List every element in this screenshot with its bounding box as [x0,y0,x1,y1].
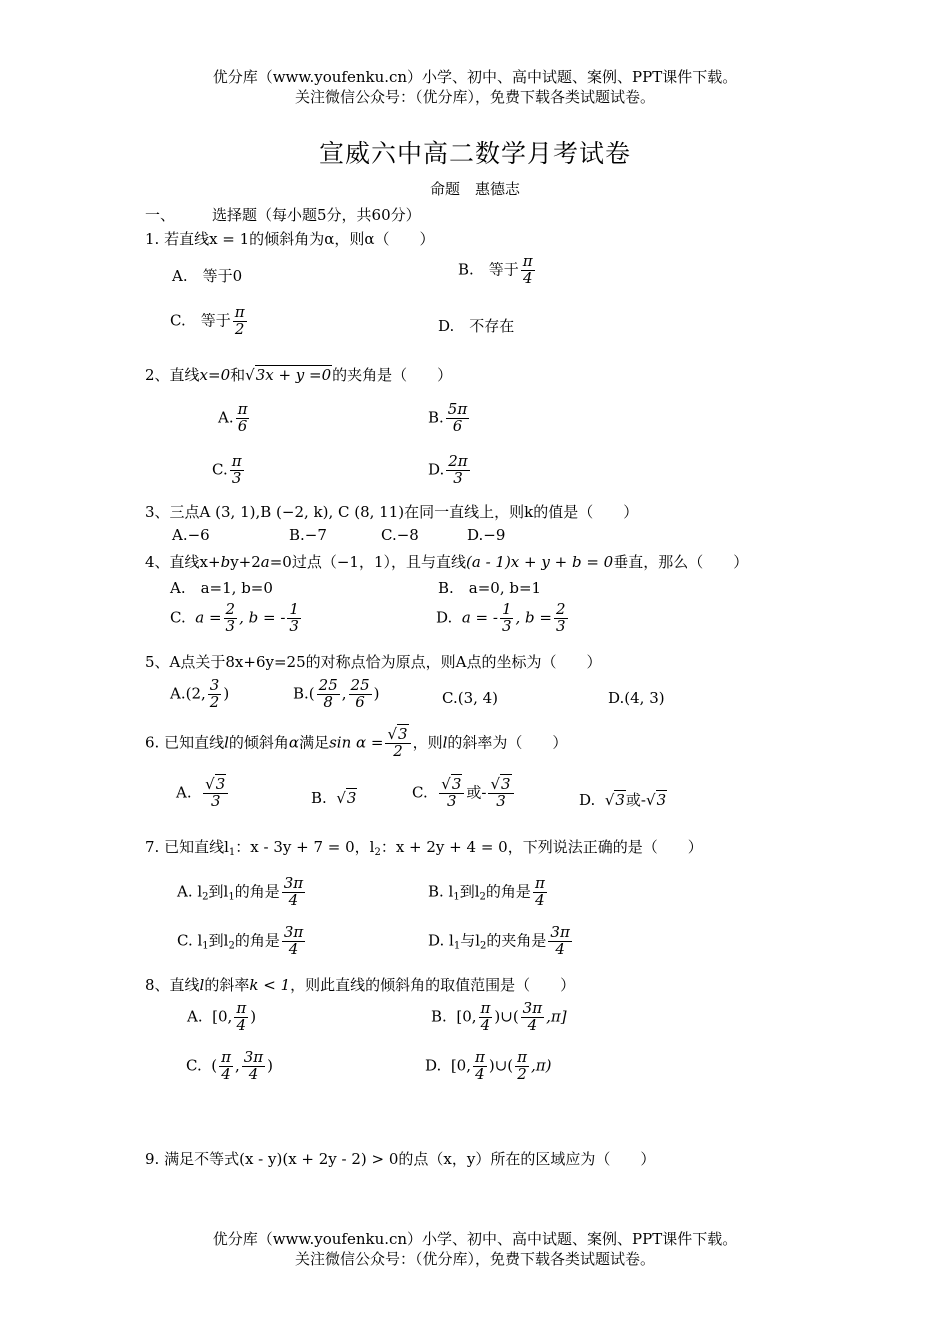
footer-line-2: 关注微信公众号：（优分库），免费下载各类试题试卷。 [294,1250,655,1268]
question-5-option-d: D.(4, 3) [608,689,665,707]
question-1-option-d: D. 不存在 [438,317,515,335]
question-8-stem: 8、直线l的斜率k < 1，则此直线的倾斜角的取值范围是（ ） [145,976,576,994]
question-6-option-a: A. $\frac{√3}{3}$ [176,777,230,810]
author-line: 命题 惠德志 [429,180,520,198]
question-4-option-b: B. a=0, b=1 [438,579,542,597]
question-4-option-c: C. a = $\frac{2}{3}$ , b = - $\frac{1}{3}$ [170,600,299,635]
question-3-option-d: D.−9 [467,526,506,544]
page-title: 宣威六中高二数学月考试卷 [318,139,631,168]
question-3-stem: 3、三点A (3, 1),B (−2, k), C (8, 11)在同一直线上，则k的值是（ ） [145,503,639,521]
question-4-option-d: D. a = - $\frac{1}{3}$ , b = $\frac{2}{3}$ [436,600,566,635]
question-1-option-a: A. 等于0 [172,267,243,285]
question-5-option-c: C.(3, 4) [442,689,499,707]
footer-line-1: 优分库（www.youfenku.cn）小学、初中、高中试题、案例、PPT课件下载。 [212,1230,738,1248]
question-1-option-b: B. 等于 $\frac{\pi}{4}$ [458,252,533,287]
question-9-stem: 9. 满足不等式(x - y)(x + 2y - 2) > 0的点（x，y）所在的区域应为（ ） [145,1150,656,1168]
question-1-stem: 1. 若直线x = 1的倾斜角为α，则α（ ） [145,230,435,248]
question-2-option-c: C. $\frac{\pi}{3}$ [212,452,242,487]
question-6-option-c: C. $\frac{√3}{3}$ 或- $\frac{√3}{3}$ [412,777,516,810]
question-8-option-a: A. [0, $\frac{\pi}{4}$ ) [187,999,257,1034]
question-6-stem: 6. 已知直线l的倾斜角α满足sin α = $\frac{√3}{2}$ ，则l的斜率为（ ） [145,725,568,760]
question-2-option-b: B. $\frac{5\pi}{6}$ [428,400,468,435]
section-number: 一、 [145,206,176,224]
question-2-option-d: D. $\frac{2\pi}{3}$ [428,452,468,487]
question-4-stem: 4、直线x+by+2a=0过点（−1，1），且与直线(a - 1)x + y + b = 0垂直，那么（ ） [145,553,749,571]
question-6-option-d: D. √3或-√3 [579,791,667,809]
question-5-option-a: A.(2, $\frac{3}{2}$ ) [170,676,230,711]
question-3-option-b: B.−7 [289,526,327,544]
question-7-stem: 7. 已知直线$l_1$：x - 3y + 7 = 0，$l_2$：x + 2y + 4 = 0，下列说法正确的是（ ） [145,838,703,858]
question-8-option-d: D. [0, $\frac{\pi}{4}$ )∪( $\frac{\pi}{2}$ ,π) [425,1048,552,1083]
question-7-option-a: A. $l_2$到$l_1$的角是 $\frac{3\pi}{4}$ [177,874,304,909]
question-3-option-a: A.−6 [172,526,210,544]
question-3-option-c: C.−8 [381,526,419,544]
question-1-option-c: C. 等于 $\frac{\pi}{2}$ [170,303,245,338]
header-line-2: 关注微信公众号：（优分库），免费下载各类试题试卷。 [294,88,655,106]
question-7-option-c: C. $l_1$到$l_2$的角是 $\frac{3\pi}{4}$ [177,923,304,958]
question-7-option-d: D. $l_1$与$l_2$的夹角是 $\frac{3\pi}{4}$ [428,923,570,958]
question-7-option-b: B. $l_1$到$l_2$的角是 $\frac{\pi}{4}$ [428,874,545,909]
question-4-option-a: A. a=1, b=0 [170,579,273,597]
question-8-option-b: B. [0, $\frac{\pi}{4}$ )∪( $\frac{3\pi}{4}$ ,π] [431,999,567,1034]
question-2-option-a: A. $\frac{\pi}{6}$ [218,400,248,435]
question-2-stem: 2、直线x=0和√3x + y =0的夹角是（ ） [145,366,453,384]
question-8-option-c: C. ( $\frac{\pi}{4}$ , $\frac{3\pi}{4}$ ) [186,1048,274,1083]
section-title: 选择题（每小题5分，共60分） [212,206,421,224]
question-6-option-b: B. √3 [311,789,357,807]
question-5-option-b: B.( $\frac{25}{8}$ , $\frac{25}{6}$ ) [293,676,380,711]
header-line-1: 优分库（www.youfenku.cn）小学、初中、高中试题、案例、PPT课件下载。 [212,68,738,86]
question-5-stem: 5、A点关于8x+6y=25的对称点恰为原点，则A点的坐标为（ ） [145,653,602,671]
